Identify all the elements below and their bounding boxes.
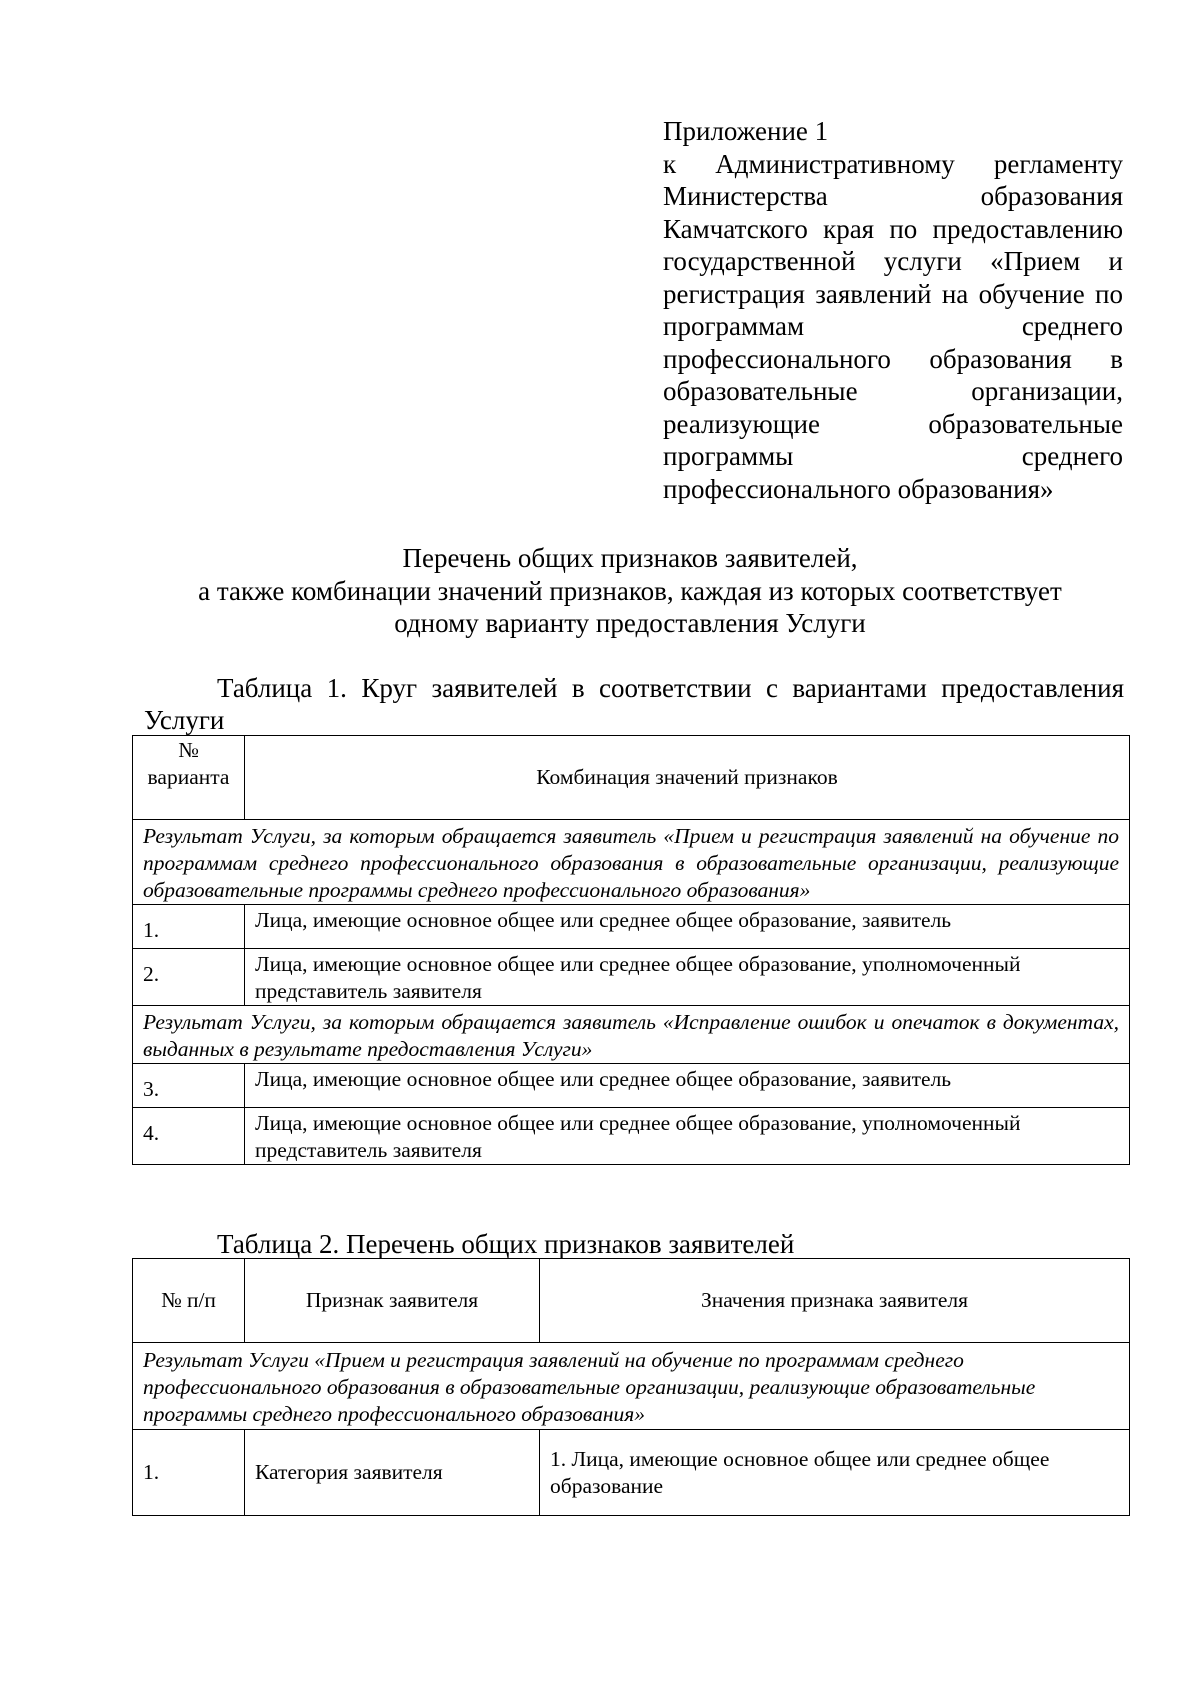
table1-section-2: Результат Услуги, за которым обращается заявитель «Исправление ошибок и опечаток в документах, выданных в результате предоставления Услуги» (133, 1006, 1130, 1064)
heading-line-2: а также комбинации значений признаков, каждая из которых соответствует (198, 575, 1062, 606)
appendix-title: Приложение 1 (663, 116, 829, 146)
row-combination: Лица, имеющие основное общее или среднее общее образование, уполномоченный представитель заявителя (245, 1108, 1130, 1165)
row-number: 2. (133, 949, 245, 1006)
table1-section-row (133, 820, 1130, 905)
table1-header-combo: Комбинация значений признаков (245, 736, 1130, 820)
row-sign: Категория заявителя (245, 1430, 540, 1516)
heading-line-3: одному варианту предоставления Услуги (394, 608, 866, 638)
row-number: 3. (133, 1064, 245, 1108)
table2-header-sign: Признак заявителя (245, 1259, 540, 1343)
table-row (133, 949, 1130, 1006)
table2-caption: Таблица 2. Перечень общих признаков заявителей (217, 1229, 795, 1259)
table-row (133, 905, 1130, 949)
table2-header-values: Значения признака заявителя (540, 1259, 1130, 1343)
table2-section-row (133, 1343, 1130, 1430)
row-number: 1. (133, 905, 245, 949)
row-number: 4. (133, 1108, 245, 1165)
table2-section-1: Результат Услуги «Прием и регистрация заявлений на обучение по программам среднего профессионального образования в образовательные организации, реализующие образовательные программы среднего профессионального образования» (133, 1343, 1130, 1430)
row-values: 1. Лица, имеющие основное общее или среднее общее образование (540, 1430, 1130, 1516)
table-row (133, 1430, 1130, 1516)
table2-header-row (133, 1259, 1130, 1343)
table-row (133, 1064, 1130, 1108)
table1-section-row (133, 1006, 1130, 1064)
table1-caption: Таблица 1. Круг заявителей в соответствии с вариантами предоставления Услуги (144, 673, 1124, 735)
heading-line-1: Перечень общих признаков заявителей, (402, 543, 858, 573)
table1-section-1: Результат Услуги, за которым обращается заявитель «Прием и регистрация заявлений на обучение по программам среднего профессионального образования в образовательные организации, реализующие образовательные программы среднего профессионального образования» (133, 820, 1130, 905)
row-number: 1. (133, 1430, 245, 1516)
row-combination: Лица, имеющие основное общее или среднее общее образование, уполномоченный представитель заявителя (245, 949, 1130, 1006)
row-combination: Лица, имеющие основное общее или среднее общее образование, заявитель (245, 905, 1130, 949)
table2-applicant-signs (132, 1258, 1130, 1516)
table1-header-num: № варианта (133, 736, 245, 820)
row-combination: Лица, имеющие основное общее или среднее общее образование, заявитель (245, 1064, 1130, 1108)
table-row (133, 1108, 1130, 1165)
table2-header-num: № п/п (133, 1259, 245, 1343)
appendix-text: к Административному регламенту Министерства образования Камчатского края по предоставлению государственной услуги «Прием и регистрация заявлений на обучение по программам среднего профессионального образования в образовательные организации, реализующие образовательные программы среднего профессионального образования» (663, 148, 1123, 504)
table1-header-row (133, 736, 1130, 820)
table1-applicant-variants (132, 735, 1130, 1165)
document-heading (130, 542, 1130, 640)
appendix-block (663, 115, 1123, 505)
